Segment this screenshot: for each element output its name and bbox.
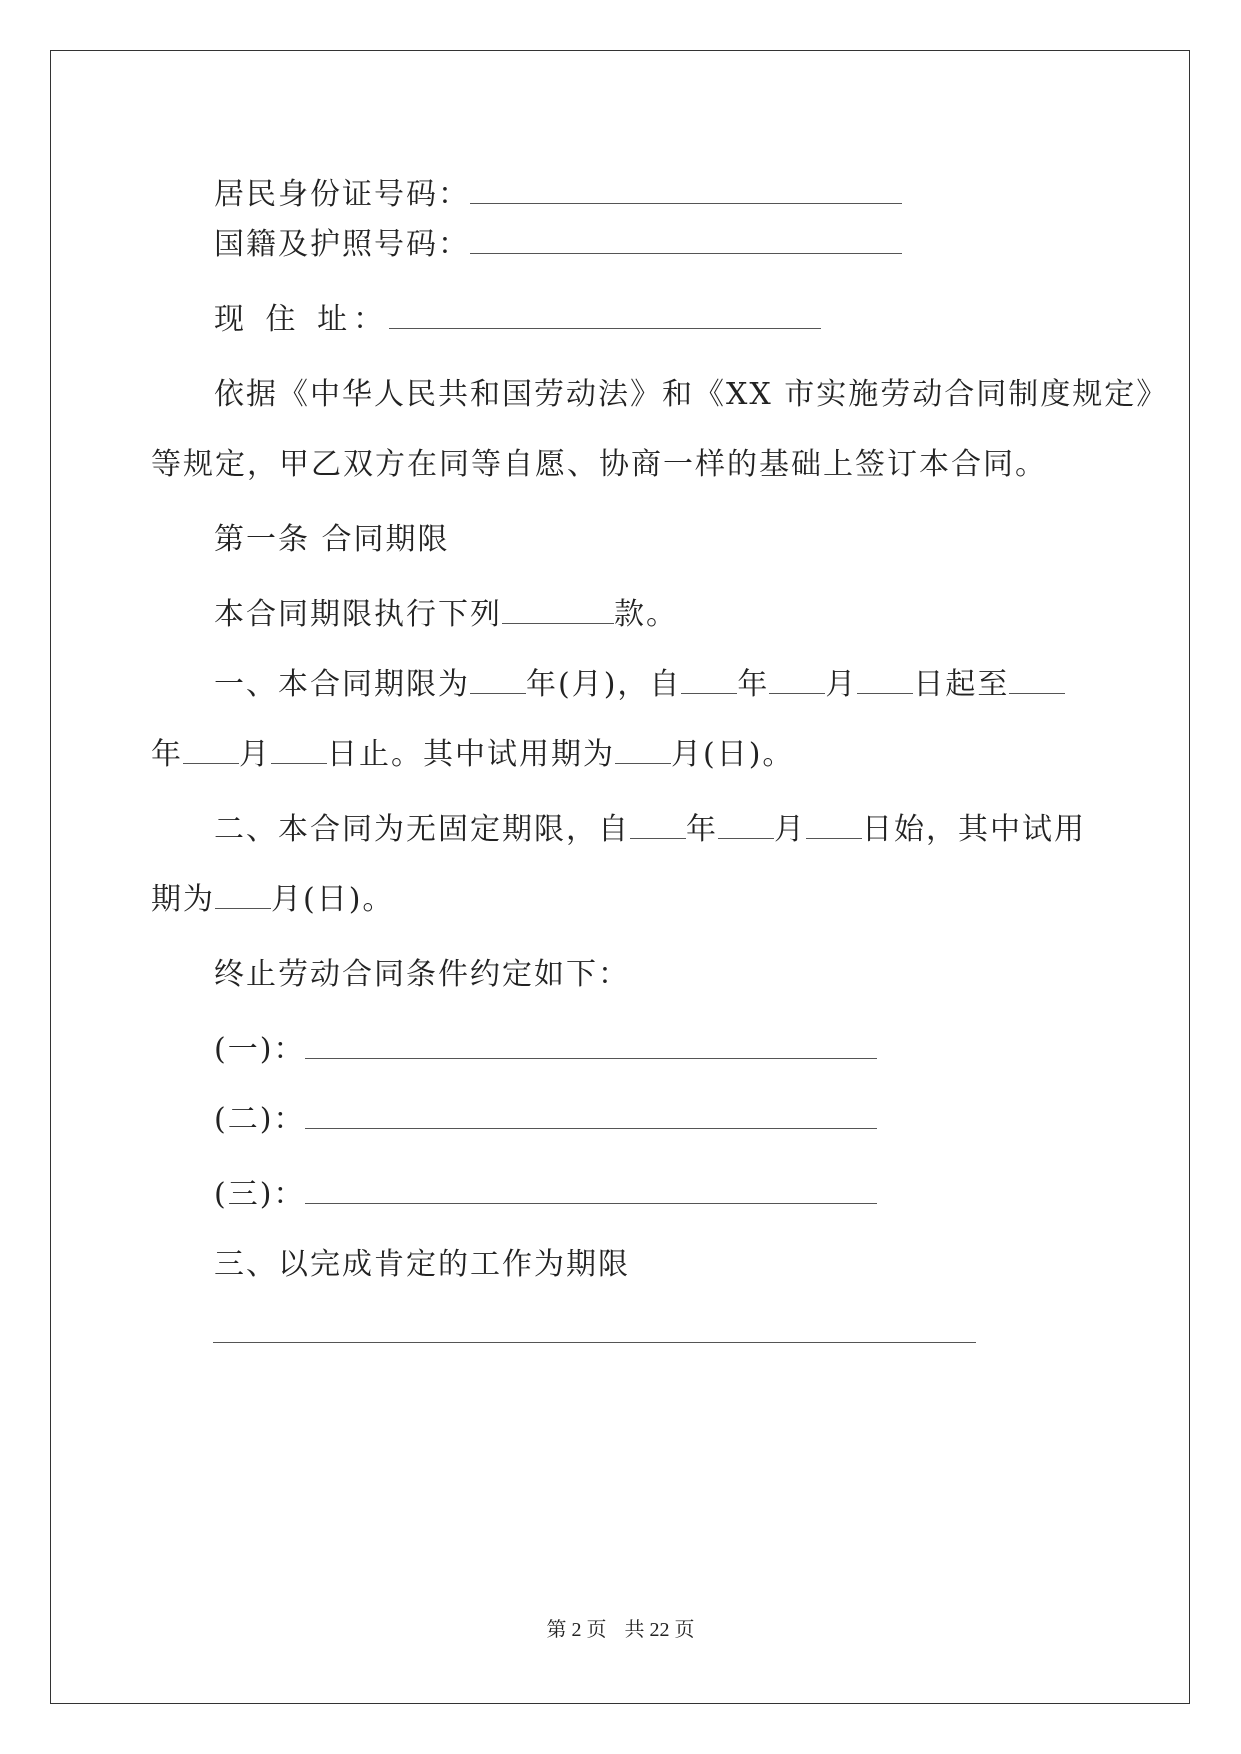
address-label: 现 住 址： [214, 302, 390, 337]
probation-blank[interactable] [615, 735, 671, 764]
fixed-term-text: 一、本合同期限为 [214, 667, 470, 702]
end-day-blank[interactable] [271, 735, 327, 764]
page-total: 共 22 页 [624, 1619, 695, 1641]
probation-unit: 月(日)。 [671, 737, 795, 772]
page-number: 第 2 页 [546, 1619, 607, 1641]
condition-two-blank[interactable] [305, 1100, 877, 1129]
open-day-blank[interactable] [806, 810, 862, 839]
clause-number-blank[interactable] [502, 595, 614, 624]
probation-unit: 月(日)。 [271, 882, 395, 917]
year-label: 年 [686, 812, 718, 847]
task-term-blank[interactable] [213, 1342, 976, 1343]
condition-one-label: (一)： [214, 1032, 306, 1067]
month-label: 月 [825, 667, 858, 702]
open-term-line-1 [214, 810, 1086, 850]
condition-three-line [214, 1175, 877, 1215]
probation-text: 日止。其中试用期为 [327, 737, 615, 772]
month-label: 月 [239, 737, 271, 772]
open-term-line-2 [151, 880, 394, 920]
passport-line [214, 225, 902, 265]
condition-three-blank[interactable] [305, 1175, 877, 1204]
end-month-blank[interactable] [183, 735, 239, 764]
termination-heading: 终止劳动合同条件约定如下： [214, 957, 630, 992]
address-blank[interactable] [389, 300, 821, 329]
id-number-line [214, 175, 902, 215]
fixed-term-line-2 [151, 735, 794, 775]
end-year-blank-a[interactable] [1009, 665, 1065, 694]
condition-two-label: (二)： [214, 1102, 306, 1137]
term-clause-line [214, 595, 678, 635]
passport-blank[interactable] [470, 225, 902, 254]
page-border [50, 50, 1190, 1704]
id-number-blank[interactable] [470, 175, 902, 204]
open-term-probation-text: 期为 [151, 882, 215, 917]
fixed-term-line-1 [214, 665, 1065, 705]
start-day-blank[interactable] [857, 665, 913, 694]
start-month-blank[interactable] [769, 665, 825, 694]
open-probation-blank[interactable] [215, 880, 271, 909]
task-term-heading: 三、以完成肯定的工作为期限 [214, 1247, 630, 1282]
address-line [214, 300, 821, 340]
open-term-text: 二、本合同为无固定期限，自 [214, 812, 630, 847]
condition-one-line [214, 1030, 877, 1070]
term-clause-end: 款。 [614, 597, 678, 632]
condition-three-label: (三)： [214, 1177, 306, 1212]
passport-label: 国籍及护照号码： [214, 227, 470, 262]
page-footer [0, 1617, 1241, 1643]
paragraph-basis-2: 等规定，甲乙双方在同等自愿、协商一样的基础上签订本合同。 [151, 447, 1047, 482]
condition-two-line [214, 1100, 877, 1140]
id-number-label: 居民身份证号码： [214, 177, 470, 212]
until-label: 日起至 [913, 667, 1010, 702]
article-one-heading: 第一条 合同期限 [214, 522, 450, 557]
term-years-blank[interactable] [470, 665, 526, 694]
term-clause-text: 本合同期限执行下列 [214, 597, 502, 632]
year-label: 年 [737, 667, 770, 702]
month-label: 月 [774, 812, 806, 847]
paragraph-basis-1: 依据《中华人民共和国劳动法》和《XX 市实施劳动合同制度规定》 [214, 377, 1169, 412]
open-term-start: 日始，其中试用 [862, 812, 1086, 847]
condition-one-blank[interactable] [305, 1030, 877, 1059]
open-month-blank[interactable] [718, 810, 774, 839]
year-label: 年 [151, 737, 183, 772]
open-year-blank[interactable] [630, 810, 686, 839]
start-year-blank[interactable] [681, 665, 737, 694]
fixed-term-from: 年(月)，自 [526, 667, 682, 702]
